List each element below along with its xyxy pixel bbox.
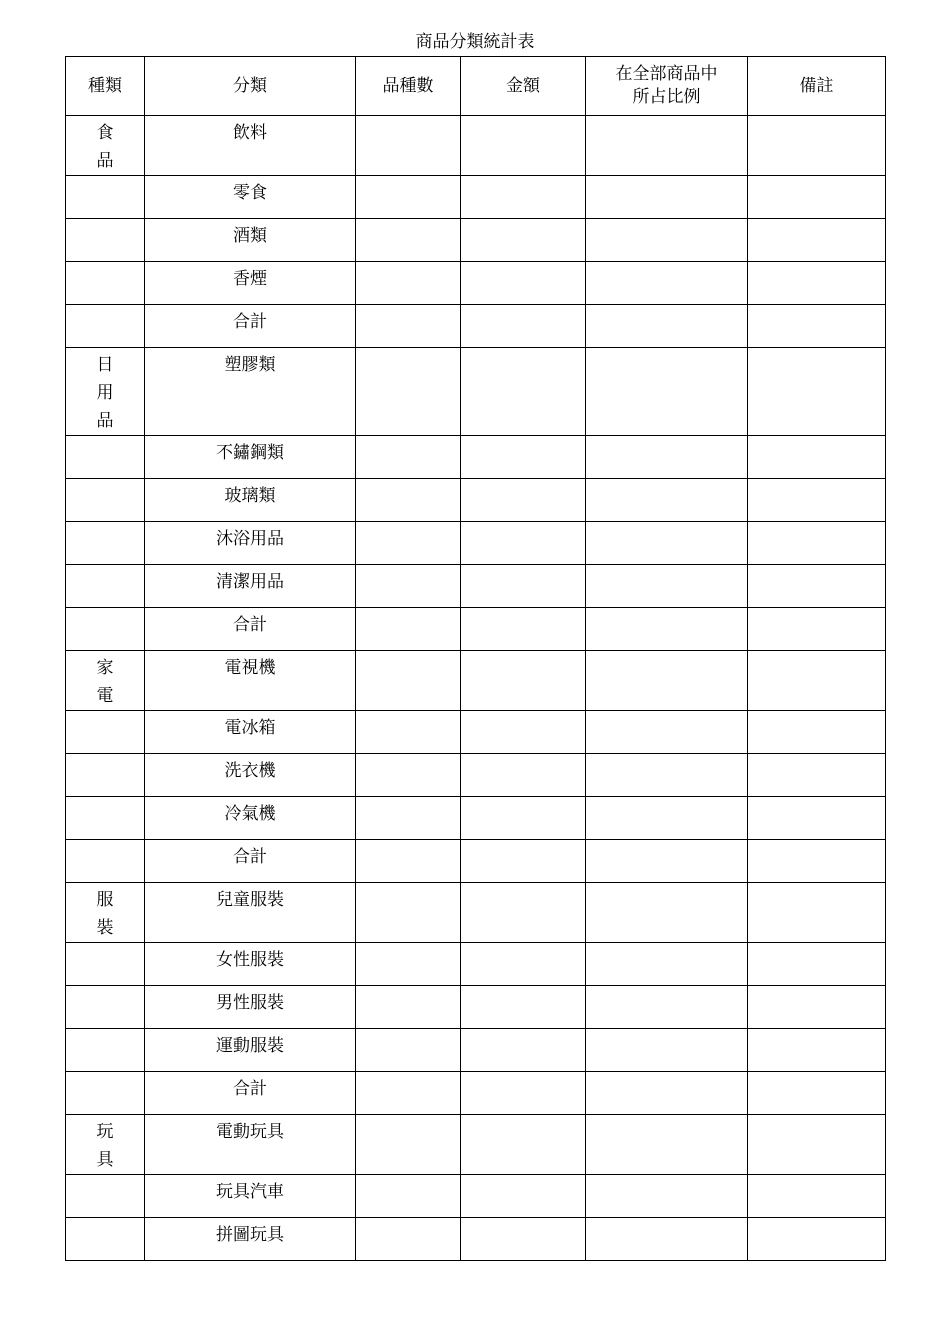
cell-amount[interactable] bbox=[461, 305, 586, 348]
header-amount: 金額 bbox=[461, 57, 586, 116]
cell-ratio[interactable] bbox=[586, 1218, 748, 1261]
table-row bbox=[66, 608, 886, 651]
cell-category: 兒童服裝 bbox=[145, 883, 356, 943]
cell-item-count[interactable] bbox=[356, 262, 461, 305]
cell-remarks[interactable] bbox=[748, 116, 886, 176]
cell-item-count[interactable] bbox=[356, 754, 461, 797]
cell-category: 香煙 bbox=[145, 262, 356, 305]
cell-ratio[interactable] bbox=[586, 608, 748, 651]
cell-ratio[interactable] bbox=[586, 565, 748, 608]
cell-amount[interactable] bbox=[461, 711, 586, 754]
cell-remarks[interactable] bbox=[748, 986, 886, 1029]
cell-category: 清潔用品 bbox=[145, 565, 356, 608]
header-type: 種類 bbox=[66, 57, 145, 116]
cell-type bbox=[66, 1175, 145, 1218]
cell-remarks[interactable] bbox=[748, 565, 886, 608]
cell-category: 男性服裝 bbox=[145, 986, 356, 1029]
cell-category: 合計 bbox=[145, 1072, 356, 1115]
cell-remarks[interactable] bbox=[748, 608, 886, 651]
cell-item-count[interactable] bbox=[356, 522, 461, 565]
table-row bbox=[66, 651, 886, 711]
type-label: 服裝 bbox=[96, 890, 114, 938]
table-body bbox=[66, 116, 886, 1261]
table-row bbox=[66, 754, 886, 797]
cell-remarks[interactable] bbox=[748, 176, 886, 219]
cell-type bbox=[66, 479, 145, 522]
cell-category: 電冰箱 bbox=[145, 711, 356, 754]
cell-category: 沐浴用品 bbox=[145, 522, 356, 565]
cell-type bbox=[66, 797, 145, 840]
cell-ratio[interactable] bbox=[586, 1029, 748, 1072]
cell-remarks[interactable] bbox=[748, 1072, 886, 1115]
table-row bbox=[66, 986, 886, 1029]
table-row bbox=[66, 1218, 886, 1261]
cell-item-count[interactable] bbox=[356, 565, 461, 608]
cell-remarks[interactable] bbox=[748, 305, 886, 348]
cell-item-count[interactable] bbox=[356, 436, 461, 479]
cell-remarks[interactable] bbox=[748, 479, 886, 522]
cell-category: 冷氣機 bbox=[145, 797, 356, 840]
cell-type bbox=[66, 711, 145, 754]
cell-item-count[interactable] bbox=[356, 883, 461, 943]
cell-amount[interactable] bbox=[461, 1115, 586, 1175]
cell-type bbox=[66, 1115, 145, 1175]
cell-remarks[interactable] bbox=[748, 262, 886, 305]
cell-category: 不鏽鋼類 bbox=[145, 436, 356, 479]
cell-ratio[interactable] bbox=[586, 943, 748, 986]
cell-type bbox=[66, 522, 145, 565]
cell-amount[interactable] bbox=[461, 522, 586, 565]
cell-item-count[interactable] bbox=[356, 116, 461, 176]
cell-remarks[interactable] bbox=[748, 1029, 886, 1072]
cell-type bbox=[66, 262, 145, 305]
cell-remarks[interactable] bbox=[748, 436, 886, 479]
table-row bbox=[66, 883, 886, 943]
cell-amount[interactable] bbox=[461, 754, 586, 797]
cell-amount[interactable] bbox=[461, 986, 586, 1029]
type-label: 食品 bbox=[96, 123, 114, 171]
cell-ratio[interactable] bbox=[586, 116, 748, 176]
table-row bbox=[66, 1115, 886, 1175]
page-title: 商品分類統計表 bbox=[415, 32, 535, 52]
cell-ratio[interactable] bbox=[586, 436, 748, 479]
table-row bbox=[66, 943, 886, 986]
cell-category: 零食 bbox=[145, 176, 356, 219]
table-row bbox=[66, 840, 886, 883]
table-row bbox=[66, 436, 886, 479]
cell-ratio[interactable] bbox=[586, 883, 748, 943]
cell-amount[interactable] bbox=[461, 348, 586, 436]
table-row bbox=[66, 116, 886, 176]
cell-ratio[interactable] bbox=[586, 219, 748, 262]
cell-category: 合計 bbox=[145, 608, 356, 651]
table-row bbox=[66, 565, 886, 608]
table-row bbox=[66, 348, 886, 436]
cell-remarks[interactable] bbox=[748, 1115, 886, 1175]
cell-remarks[interactable] bbox=[748, 883, 886, 943]
cell-type bbox=[66, 116, 145, 176]
table-row bbox=[66, 262, 886, 305]
cell-remarks[interactable] bbox=[748, 840, 886, 883]
table-row bbox=[66, 1072, 886, 1115]
cell-amount[interactable] bbox=[461, 943, 586, 986]
cell-amount[interactable] bbox=[461, 176, 586, 219]
cell-type bbox=[66, 651, 145, 711]
header-ratio-line1: 在全部商品中 bbox=[615, 64, 718, 84]
cell-type bbox=[66, 1029, 145, 1072]
cell-amount[interactable] bbox=[461, 479, 586, 522]
header-ratio-line2: 所占比例 bbox=[632, 87, 701, 107]
cell-category: 飲料 bbox=[145, 116, 356, 176]
type-label: 家電 bbox=[96, 658, 114, 706]
cell-category: 合計 bbox=[145, 840, 356, 883]
cell-ratio[interactable] bbox=[586, 651, 748, 711]
cell-item-count[interactable] bbox=[356, 1115, 461, 1175]
cell-type bbox=[66, 219, 145, 262]
table-row bbox=[66, 711, 886, 754]
cell-item-count[interactable] bbox=[356, 1175, 461, 1218]
cell-category: 玩具汽車 bbox=[145, 1175, 356, 1218]
cell-category: 洗衣機 bbox=[145, 754, 356, 797]
cell-category: 電視機 bbox=[145, 651, 356, 711]
table-row bbox=[66, 219, 886, 262]
cell-category: 酒類 bbox=[145, 219, 356, 262]
cell-item-count[interactable] bbox=[356, 348, 461, 436]
cell-amount[interactable] bbox=[461, 436, 586, 479]
cell-amount[interactable] bbox=[461, 797, 586, 840]
cell-type bbox=[66, 176, 145, 219]
cell-ratio[interactable] bbox=[586, 986, 748, 1029]
cell-amount[interactable] bbox=[461, 116, 586, 176]
cell-item-count[interactable] bbox=[356, 986, 461, 1029]
cell-remarks[interactable] bbox=[748, 522, 886, 565]
cell-type bbox=[66, 943, 145, 986]
table-row bbox=[66, 176, 886, 219]
cell-ratio[interactable] bbox=[586, 1072, 748, 1115]
header-item-count: 品種數 bbox=[356, 57, 461, 116]
cell-amount[interactable] bbox=[461, 565, 586, 608]
cell-item-count[interactable] bbox=[356, 651, 461, 711]
header-remarks: 備註 bbox=[748, 57, 886, 116]
table-row bbox=[66, 1029, 886, 1072]
cell-category: 拼圖玩具 bbox=[145, 1218, 356, 1261]
cell-remarks[interactable] bbox=[748, 348, 886, 436]
cell-category: 女性服裝 bbox=[145, 943, 356, 986]
cell-category: 合計 bbox=[145, 305, 356, 348]
cell-ratio[interactable] bbox=[586, 305, 748, 348]
cell-item-count[interactable] bbox=[356, 840, 461, 883]
cell-type bbox=[66, 754, 145, 797]
cell-category: 玻璃類 bbox=[145, 479, 356, 522]
header-row bbox=[66, 57, 886, 116]
cell-ratio[interactable] bbox=[586, 754, 748, 797]
cell-ratio[interactable] bbox=[586, 1115, 748, 1175]
cell-amount[interactable] bbox=[461, 1029, 586, 1072]
table-row bbox=[66, 797, 886, 840]
cell-ratio[interactable] bbox=[586, 840, 748, 883]
cell-type bbox=[66, 1072, 145, 1115]
cell-item-count[interactable] bbox=[356, 1072, 461, 1115]
type-label: 玩具 bbox=[96, 1122, 114, 1170]
cell-item-count[interactable] bbox=[356, 608, 461, 651]
cell-type bbox=[66, 348, 145, 436]
cell-type bbox=[66, 883, 145, 943]
cell-ratio[interactable] bbox=[586, 711, 748, 754]
cell-remarks[interactable] bbox=[748, 1218, 886, 1261]
header-category: 分類 bbox=[145, 57, 356, 116]
cell-type bbox=[66, 1218, 145, 1261]
cell-ratio[interactable] bbox=[586, 348, 748, 436]
cell-type bbox=[66, 565, 145, 608]
cell-item-count[interactable] bbox=[356, 1218, 461, 1261]
table-row bbox=[66, 522, 886, 565]
cell-remarks[interactable] bbox=[748, 651, 886, 711]
cell-remarks[interactable] bbox=[748, 943, 886, 986]
cell-ratio[interactable] bbox=[586, 1175, 748, 1218]
cell-remarks[interactable] bbox=[748, 797, 886, 840]
cell-category: 塑膠類 bbox=[145, 348, 356, 436]
cell-item-count[interactable] bbox=[356, 711, 461, 754]
cell-type bbox=[66, 436, 145, 479]
cell-amount[interactable] bbox=[461, 1218, 586, 1261]
cell-remarks[interactable] bbox=[748, 754, 886, 797]
cell-ratio[interactable] bbox=[586, 797, 748, 840]
cell-amount[interactable] bbox=[461, 651, 586, 711]
cell-amount[interactable] bbox=[461, 219, 586, 262]
cell-category: 電動玩具 bbox=[145, 1115, 356, 1175]
cell-ratio[interactable] bbox=[586, 176, 748, 219]
table-row bbox=[66, 1175, 886, 1218]
table-row bbox=[66, 479, 886, 522]
cell-type bbox=[66, 986, 145, 1029]
cell-item-count[interactable] bbox=[356, 305, 461, 348]
header-ratio bbox=[586, 57, 748, 116]
cell-item-count[interactable] bbox=[356, 797, 461, 840]
cell-type bbox=[66, 840, 145, 883]
cell-category: 運動服裝 bbox=[145, 1029, 356, 1072]
cell-item-count[interactable] bbox=[356, 479, 461, 522]
statistics-table bbox=[65, 56, 886, 1261]
cell-amount[interactable] bbox=[461, 883, 586, 943]
cell-amount[interactable] bbox=[461, 840, 586, 883]
table-row bbox=[66, 305, 886, 348]
cell-ratio[interactable] bbox=[586, 479, 748, 522]
cell-remarks[interactable] bbox=[748, 711, 886, 754]
cell-remarks[interactable] bbox=[748, 219, 886, 262]
cell-ratio[interactable] bbox=[586, 262, 748, 305]
cell-amount[interactable] bbox=[461, 1175, 586, 1218]
cell-item-count[interactable] bbox=[356, 943, 461, 986]
cell-type bbox=[66, 608, 145, 651]
cell-remarks[interactable] bbox=[748, 1175, 886, 1218]
cell-amount[interactable] bbox=[461, 262, 586, 305]
cell-amount[interactable] bbox=[461, 1072, 586, 1115]
cell-amount[interactable] bbox=[461, 608, 586, 651]
cell-item-count[interactable] bbox=[356, 176, 461, 219]
cell-type bbox=[66, 305, 145, 348]
cell-item-count[interactable] bbox=[356, 1029, 461, 1072]
cell-item-count[interactable] bbox=[356, 219, 461, 262]
cell-ratio[interactable] bbox=[586, 522, 748, 565]
type-label: 日用品 bbox=[96, 355, 114, 431]
